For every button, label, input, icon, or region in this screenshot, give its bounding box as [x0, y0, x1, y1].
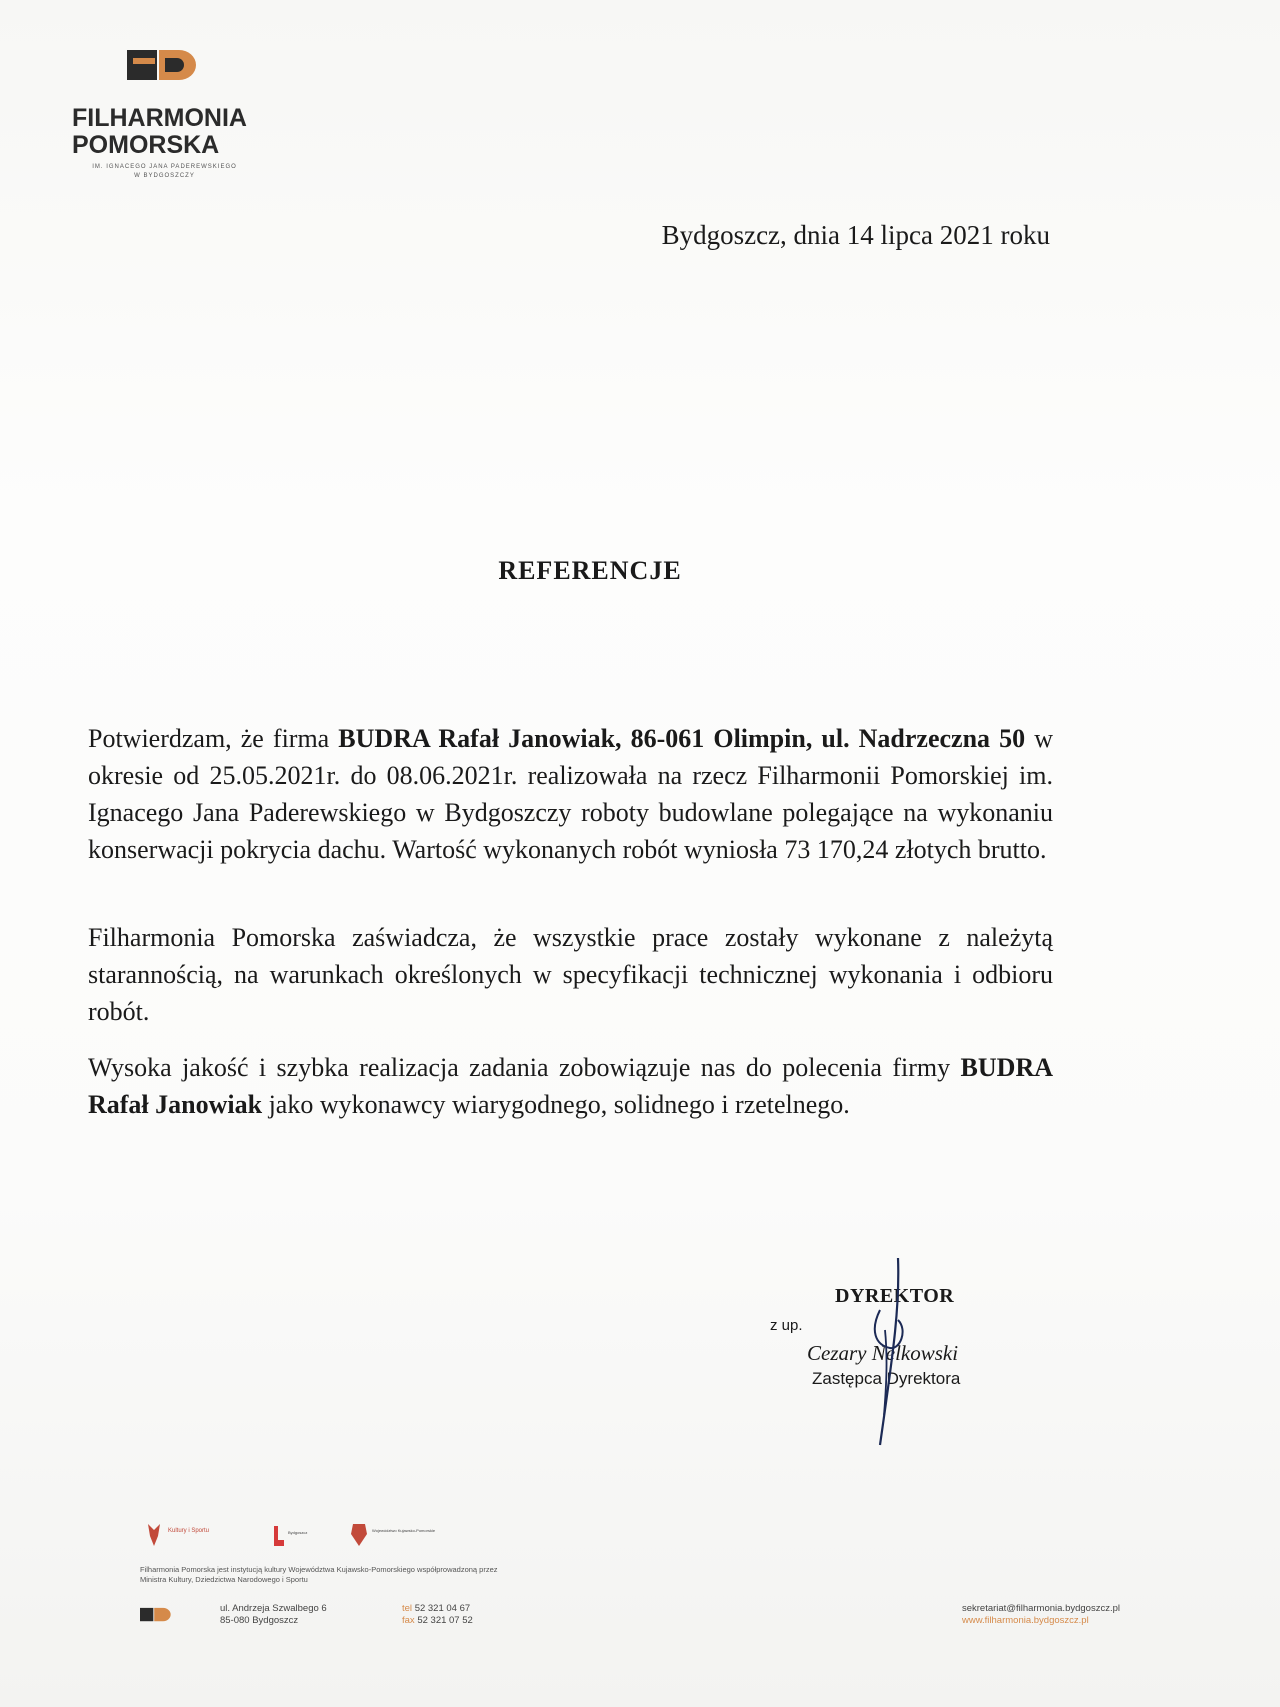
footer: [140, 1515, 1180, 1635]
footer-address: [220, 1603, 327, 1627]
tel-number: 52 321 04 67: [414, 1603, 471, 1614]
sponsor-logos: [140, 1515, 440, 1555]
address-line1: ul. Andrzeja Szwalbego 6: [220, 1603, 327, 1614]
p3-text-1: Wysoka jakość i szybka realizacja zadania zobowiązuje nas do polecenia firmy: [88, 1053, 961, 1082]
fax-label: fax: [402, 1615, 415, 1626]
filharmonia-logo-icon: [127, 46, 199, 86]
region-logo-icon: [350, 1520, 440, 1550]
p3-text-2: jako wykonawcy wiarygodnego, solidnego i rzetelnego.: [262, 1090, 850, 1119]
p1-text-2: w okresie od 25.05.2021r. do 08.06.2021r. realizowała na rzecz Filharmonii Pomorskiej im. Ignacego Jana Paderewskiego w Bydgoszczy roboty budowlane polegające na wykonaniu konserwacji pokrycia dachu. Wartość wykonanych robót wyniosła 73 170,24 złotych brutto.: [88, 724, 1053, 864]
p3-company-name: BUDRA Rafał Janowiak: [88, 1053, 1053, 1119]
footer-logo-icon: [140, 1605, 172, 1625]
p1-company-name: BUDRA Rafał Janowiak, 86-061 Olimpin, ul. Nadrzeczna 50: [338, 724, 1026, 753]
footer-note: Filharmonia Pomorska jest instytucją kultury Województwa Kujawsko-Pomorskiego współprowadzoną przez Ministra Kultury, Dziedzictwa Narodowego i Sportu: [140, 1565, 498, 1584]
fax-number: 52 321 07 52: [417, 1615, 473, 1626]
footer-phones: [402, 1603, 473, 1627]
sponsor3-text: Województwo Kujawsko-Pomorskie: [372, 1528, 436, 1533]
logo-sub-line2: W BYDGOSZCZY: [134, 173, 195, 179]
logo-subtitle: [72, 163, 257, 181]
letter-date: Bydgoszcz, dnia 14 lipca 2021 roku: [661, 220, 1050, 250]
logo-sub-line1: IM. IGNACEGO JANA PADEREWSKIEGO: [92, 164, 237, 170]
footer-email: sekretariat@filharmonia.bydgoszcz.pl: [961, 1603, 1120, 1614]
sponsor1-text: Kultury i Sportu: [168, 1528, 210, 1534]
p1-text-1: Potwierdzam, że firma: [88, 724, 339, 753]
paragraph-3: [88, 1049, 1053, 1123]
filharmonia-logo: [72, 46, 272, 181]
logo-name: [72, 105, 272, 159]
letter-title: REFERENCJE: [498, 556, 682, 585]
address-line2: 85-080 Bydgoszcz: [220, 1615, 299, 1626]
p2-text: Filharmonia Pomorska zaświadcza, że wszystkie prace zostały wykonane z należytą starannością, na warunkach określonych w specyfikacji technicznej wykonania i odbioru robót.: [88, 923, 1053, 1026]
logo-name-line1: FILHARMONIA: [72, 104, 247, 132]
footer-contact: [962, 1603, 1120, 1627]
paragraph-1: [88, 720, 1053, 868]
paragraph-2: [88, 919, 1053, 1030]
signature-title: DYREKTOR: [835, 1285, 955, 1307]
signature-name: Cezary Nelkowski: [807, 1341, 959, 1365]
bydgoszcz-logo-icon: [270, 1520, 320, 1550]
footer-website: www.filharmonia.bydgoszcz.pl: [961, 1615, 1089, 1626]
logo-name-line2: POMORSKA: [72, 131, 220, 159]
signature-zup: z up.: [770, 1317, 803, 1334]
tel-label: tel: [402, 1603, 413, 1614]
handwritten-signature: [840, 1250, 940, 1450]
ministry-logo-icon: [140, 1520, 215, 1550]
signature-role: Zastępca Dyrektora: [812, 1369, 961, 1388]
sponsor2-text: Bydgoszcz: [288, 1530, 308, 1535]
